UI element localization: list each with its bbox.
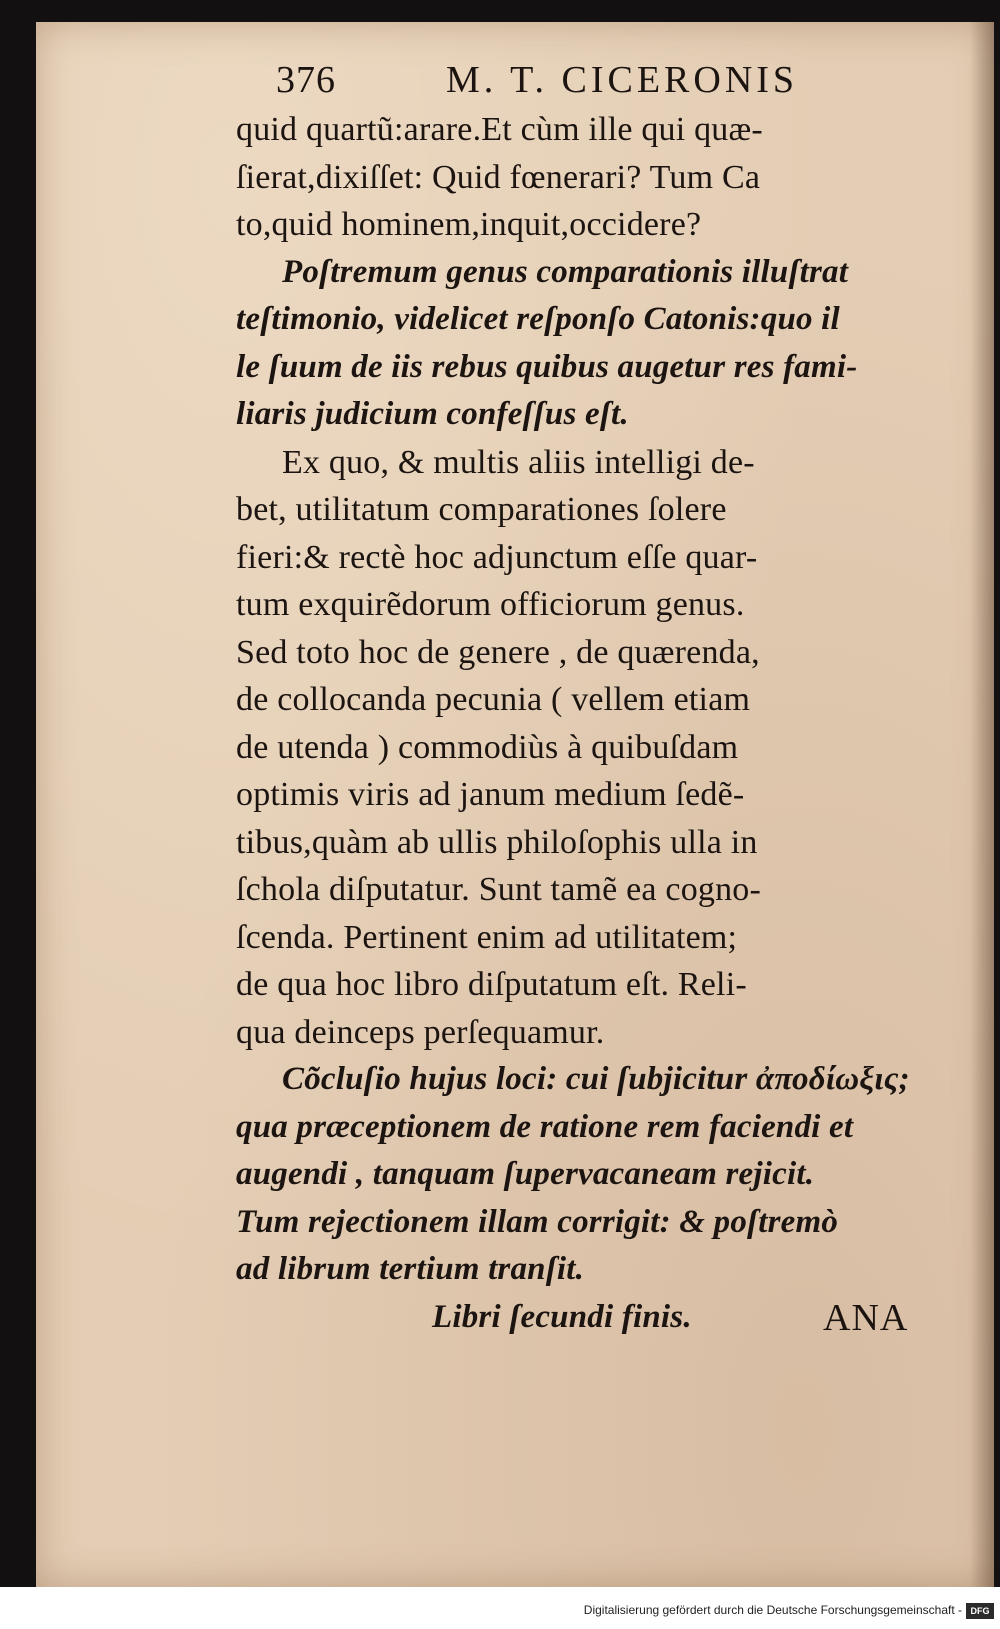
commentary-line: augendi , tanquam ſupervacaneam rejicit. — [236, 1156, 815, 1192]
digitization-footer — [0, 1587, 1000, 1629]
text-line: tibus,quàm ab ullis philoſophis ulla in — [236, 823, 758, 861]
text-line: ſcenda. Pertinent enim ad utilitatem; — [236, 918, 738, 956]
commentary-line: le ſuum de iis rebus quibus augetur res fami- — [236, 348, 858, 385]
commentary-line: ad librum tertium tranſit. — [236, 1251, 585, 1287]
page-header — [236, 48, 956, 106]
book-end-line: Libri ſecundi finis. — [432, 1298, 692, 1335]
text-line: bet, utilitatum comparationes ſolere — [236, 491, 727, 528]
commentary-line: liaris judicium confeſſus eſt. — [236, 396, 629, 432]
text-line: quid quartũ:arare.Et cùm ille qui quæ- — [236, 111, 763, 148]
running-head: M. T. CICERONIS — [446, 59, 799, 101]
page-number: 376 — [276, 59, 336, 101]
text-line: optimis viris ad janum medium ſedẽ- — [236, 776, 745, 813]
text-line: fieri:& rectè hoc adjunctum eſſe quar- — [236, 538, 758, 576]
commentary-line: Cõcluſio hujus loci: cui ſubjicitur ἀποδίωξις; — [282, 1061, 910, 1097]
text-line: de collocanda pecunia ( vellem etiam — [236, 681, 751, 718]
commentary-line: Tum rejectionem illam corrigit: & poſtremò — [236, 1203, 839, 1240]
text-line: de qua hoc libro diſputatum eſt. Reli- — [236, 966, 747, 1003]
body-text — [236, 106, 956, 1341]
text-line: Sed toto hoc de genere , de quærenda, — [236, 633, 760, 671]
commentary-line: teſtimonio, videlicet reſponſo Catonis:quo il — [236, 301, 840, 337]
text-line: Ex quo, & multis aliis intelligi de- — [282, 443, 755, 481]
text-line: de utenda ) commodiùs à quibuſdam — [236, 728, 739, 766]
text-line: qua deinceps perſequamur. — [236, 1013, 605, 1051]
text-line: ſchola diſputatur. Sunt tamẽ ea cogno- — [236, 871, 762, 908]
text-line: to,quid hominem,inquit,occidere? — [236, 206, 702, 243]
text-line: ſierat,dixiſſet: Quid fœnerari? Tum Ca — [236, 158, 761, 196]
gutter-shadow — [970, 22, 994, 1587]
commentary-line: qua præceptionem de ratione rem faciendi et — [236, 1108, 854, 1145]
text-line: tum exquirẽdorum officiorum genus. — [236, 586, 745, 623]
commentary-line: Poſtremum genus comparationis illuſtrat — [282, 253, 849, 290]
funding-credit: Digitalisierung gefördert durch die Deutsche Forschungsgemeinschaft - — [583, 1603, 962, 1617]
dfg-logo-icon: DFG — [966, 1603, 994, 1619]
catchword: ANA — [823, 1297, 909, 1339]
text-block — [236, 48, 956, 1341]
